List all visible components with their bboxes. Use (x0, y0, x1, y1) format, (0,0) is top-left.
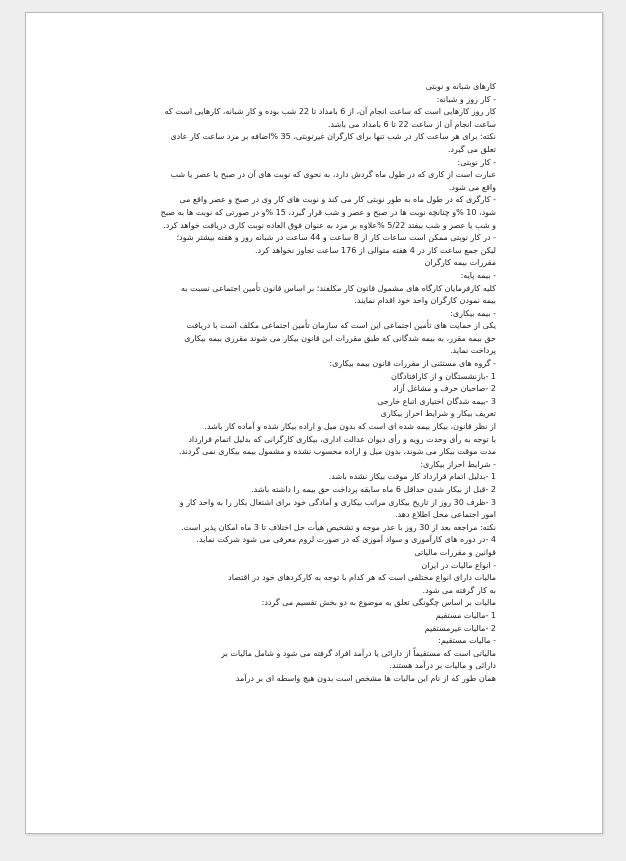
text-line: مالیات دارای انواع مختلفی است که هر کدام با توجه به کارکردهای خود در اقتصاد (228, 573, 496, 583)
text-line: نکته: مراجعه بعد از 30 روز با عذر موجه و تشخیص هیأت حل اختلاف تا 3 ماه امکان پذیر است. (181, 522, 496, 532)
text-line: کار روز کارهایی است که ساعت انجام آن، از 6 بامداد تا 22 شب بوده و کار شبانه، کارهایی است که (164, 107, 496, 117)
text-line: واقع می شود. (448, 182, 496, 192)
list-item: 3 -بیمه شدگان اختیاری اتباع خارجی (377, 396, 496, 406)
text-line: همان طور که از نام این مالیات ها مشخص است بدون هیچ واسطه ای بر درآمد (235, 673, 496, 683)
subheading-exempt-groups: - گروه های مستثنی از مقررات قانون بیمه بیکاری: (329, 359, 496, 369)
subheading-basic-insurance: - بیمه پایه: (460, 270, 496, 280)
subheading-rotating-work: - کار نوبتی: (457, 157, 496, 167)
text-line: امور اجتماعی محل اطلاع دهد. (395, 510, 496, 520)
list-item: 1 -بازنشستگان و از کارافتادگان (391, 371, 496, 381)
text-line: نکته: برای هر ساعت کار در شب تنها برای کارگران غیرنوبتی، 35 %اضافه بر مزد ساعت کار عادی (170, 132, 496, 142)
heading-insurance-rules: مقررات بیمه کارگران (424, 258, 496, 268)
text-line: عبارت است از کاری که در طول ماه گردش دارد، به نحوی که نوبت های آن در صبح یا عصر یا شب (170, 170, 496, 180)
text-line: لیکن جمع ساعت کار در 4 هفته متوالی از 176 ساعت تجاوز نخواهد کرد. (255, 245, 496, 255)
list-item: 1 -بدلیل اتمام قرارداد کار موقت بیکار نشده باشد. (328, 472, 496, 482)
list-item: 1 -مالیات مستقیم (435, 610, 496, 620)
text-line: کلیه کارفرمایان کارگاه های مشمول قانون کار مکلفند؛ بر اساس قانون تأمین اجتماعی نسبت به (181, 283, 496, 293)
text-line: پرداخت نماید. (449, 346, 496, 356)
text-line: حق بیمه مقرر، به بیمه شدگانی که طبق مقررات این قانون بیکار می شوند مقرری بیمه بیکاری (184, 333, 496, 343)
list-item: 3 -ظرف 30 روز از تاریخ بیکاری مراتب بیکاری و آمادگی خود برای اشتغال بکار را به واحد کار و (179, 497, 496, 507)
subheading-unemployment-insurance: - بیمه بیکاری: (450, 308, 496, 318)
text-line: یکی از حمایت های تأمین اجتماعی این است که سازمان تأمین اجتماعی مکلف است با دریافت (186, 321, 496, 331)
text-line: بیمه نمودن کارگران واحد خود اقدام نمایند. (354, 296, 496, 306)
text-line: تعلق می گیرد. (447, 144, 496, 154)
list-item: 2 -مالیات غیرمستقیم (424, 623, 496, 633)
text-line: از نظر قانون، بیکار بیمه شده ای است که بدون میل و اراده بیکار شده و آماده کار باشد. (204, 422, 496, 432)
heading-shift-work: کارهای شبانه و نوبتی (425, 82, 496, 91)
document-page (25, 12, 603, 834)
list-item: 2 -صاحبان حرف و مشاغل آزاد (392, 384, 496, 394)
list-item: 2 -قبل از بیکار شدن حداقل 6 ماه سابقه پرداخت حق بیمه را داشته باشد. (251, 485, 496, 494)
text-line: شود، 10 %و چنانچه نوبت ها در صبح و عصر و شب قرار گیرد، 15 %و در صورتی که نوبت ها به صبح (160, 207, 496, 217)
heading-tax-laws: قوانین و مقررات مالیاتی (414, 547, 496, 557)
text-line: - در کار نوبتی ممکن است ساعات کار از 8 ساعت و 44 ساعت در شبانه روز و هفته بیشتر شود؛ (176, 233, 496, 243)
text-line: به کار گرفته می شود. (422, 585, 496, 595)
text-line: ساعت انجام آن از ساعت 22 تا 6 بامداد می باشد. (327, 119, 496, 129)
subheading-day-night-work: - کار روز و شبانه: (436, 94, 496, 104)
list-item: 4 -در دوره های کارآموزی و سواد آموزی که در صورت لزوم معرفی می شود شرکت نماید. (196, 535, 496, 545)
text-line: مدت موقت بیکار می شوند، بدون میل و اراده محسوب نشده و مشمول بیمه بیکاری نمی گردند. (178, 447, 496, 457)
text-line: با توجه به رأی وحدت رویه و رأی دیوان عدالت اداری، بیکاری کارگرانی که بدلیل اتمام قرارداد (188, 434, 496, 444)
subheading-direct-tax: - مالیات مستقیم: (438, 636, 496, 646)
text-line: دارائی و مالیات بر درآمد هستند. (389, 661, 496, 671)
heading-unemployment-definition: تعریف بیکار و شرایط احراز بیکاری (380, 409, 496, 419)
text-line: - کارگری که در طول ماه به طور نوبتی کار می کند و نوبت های کار وی در صبح و عصر واقع می (179, 195, 496, 205)
text-line: مالیات بر اساس چگونگی تعلق به موضوع به دو بخش تقسیم می گردد: (261, 598, 496, 608)
subheading-eligibility-conditions: - شرایط احراز بیکاری: (420, 459, 496, 469)
text-line: مالیاتی است که مستقیماً از دارائی یا درآمد افراد گرفته می شود و شامل مالیات بر (221, 648, 496, 658)
text-line: و شب یا عصر و شب بیفتد 5/22 %علاوه بر مزد به عنوان فوق العاده نوبت کاری دریافت خواهد کرد. (163, 220, 496, 230)
document-body (148, 81, 496, 686)
subheading-tax-types: - انواع مالیات در ایران (421, 560, 496, 570)
